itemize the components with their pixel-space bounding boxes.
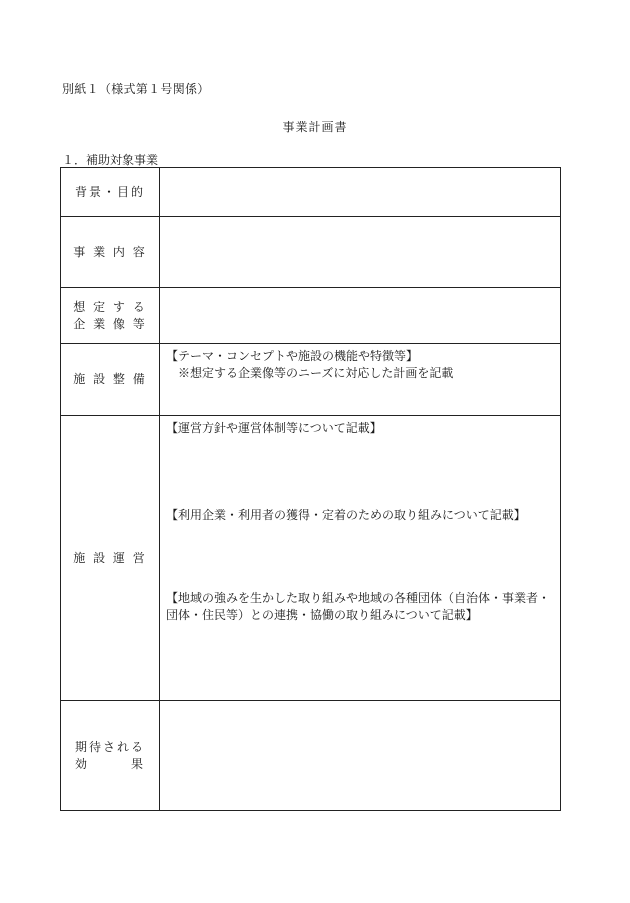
table-row-facility-operation <box>61 416 561 701</box>
user-acquisition-note: 【利用企業・利用者の獲得・定着のための取り組みについて記載】 <box>166 508 526 522</box>
table-row-expected-effects <box>61 701 561 811</box>
row-content-target-companies[interactable] <box>160 288 561 344</box>
row-label-background: 背景・目的 <box>61 168 160 217</box>
row-content-business-content[interactable] <box>160 217 561 288</box>
facility-theme-note: 【テーマ・コンセプトや施設の機能や特徴等】 <box>166 349 419 363</box>
row-content-facility-development[interactable] <box>160 344 561 416</box>
table-row-facility-development <box>61 344 561 416</box>
row-label-expected-effects: 期待される 効 果 <box>61 701 160 811</box>
section-heading: １．補助対象事業 <box>62 153 159 167</box>
operation-policy-note: 【運営方針や運営体制等について記載】 <box>166 421 382 435</box>
annex-label: 別紙１（様式第１号関係） <box>62 82 210 96</box>
row-content-expected-effects[interactable] <box>160 701 561 811</box>
table-row-target-companies <box>61 288 561 344</box>
table-row-background <box>61 168 561 217</box>
row-content-background[interactable] <box>160 168 561 217</box>
table-row-business-content <box>61 217 561 288</box>
regional-collaboration-note: 【地域の強みを生かした取り組みや地域の各種団体（自治体・事業者・団体・住民等）との連携・協働の取り組みについて記載】 <box>166 591 551 622</box>
row-label-target-companies: 想 定 す る 企 業 像 等 <box>61 288 160 344</box>
plan-table <box>60 167 561 811</box>
facility-needs-note: ※想定する企業像等のニーズに対応した計画を記載 <box>178 366 454 380</box>
document-title: 事業計画書 <box>282 120 348 134</box>
row-label-business-content: 事 業 内 容 <box>61 217 160 288</box>
row-label-facility-development: 施 設 整 備 <box>61 344 160 416</box>
row-label-facility-operation: 施 設 運 営 <box>61 416 160 701</box>
row-content-facility-operation[interactable] <box>160 416 561 701</box>
